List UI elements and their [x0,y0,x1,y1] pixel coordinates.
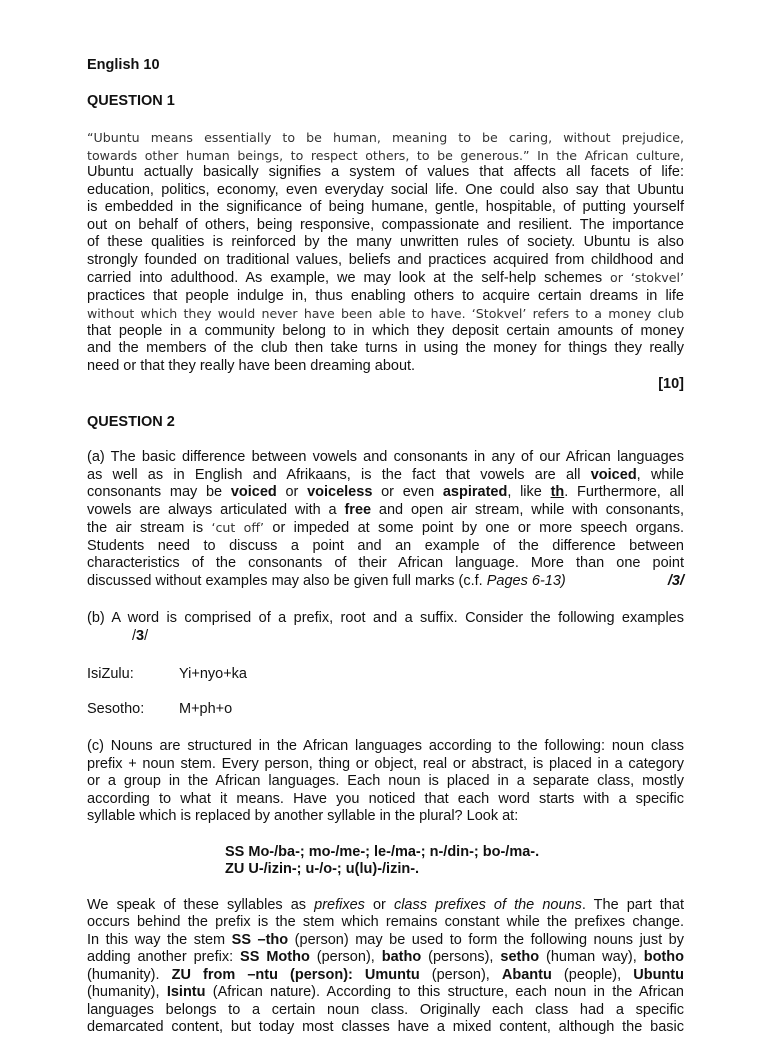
paragraph-line: practices that people indulge in, thus enabling others to acquire certain dreams in life [87,287,684,304]
example-row-sesotho [87,700,684,718]
paragraph-text-soft: ‘cut off’ [211,520,265,535]
paragraph-line: strongly founded on traditional values, beliefs and practices acquired from childhood and [87,251,684,268]
question-1-paragraph [87,129,684,375]
document-page [87,56,684,1037]
question-2a-marks: /3/ [667,572,684,589]
bold-term: batho [381,949,422,965]
paragraph-text: (people), [551,966,634,983]
question-2c-paragraph-2 [87,897,684,1037]
paragraph-line: prefix + noun stem. Every person, thing or object, real or abstract, is placed in a category [87,755,684,772]
paragraph-line: syllable which is replaced by another syllable in the plural? Look at: [87,808,519,824]
paragraph-text: vowels are always articulated with a [87,501,345,518]
bold-term: botho [643,949,684,965]
example-label: Sesotho: [87,701,145,717]
paragraph-line: according to what it means. Have you noticed that each word starts with a specific [87,790,684,807]
paragraph-text: (person), [419,966,502,983]
paragraph-line: out on behalf of others, being responsive, compassionate and resilient. The importance [87,216,684,233]
quote-line: “Ubuntu means essentially to be human, meaning to be caring, without prejudice, [87,130,684,145]
paragraph-text: (humanity), [87,984,167,1000]
bold-term: Ubuntu [633,966,684,983]
paragraph-text: consonants may be [87,484,231,500]
paragraph-line [87,269,684,288]
question-2c-paragraph [87,738,684,826]
zulu-prefixes: ZU U-/izin-; u-/o-; u(lu)-/izin-. [225,861,420,877]
question-2-heading: QUESTION 2 [87,414,175,430]
paragraph-text: . The part that [581,896,684,913]
paragraph-text: or [276,484,308,500]
example-value: M+ph+o [179,701,233,717]
paragraph-text: discussed without examples may also be given full marks [87,572,459,589]
paragraph-text: (African nature). According to this structure, each noun in the African [205,984,684,1000]
course-title: English 10 [87,57,160,73]
example-row-isizulu [87,665,684,683]
italic-term: class prefixes of the nouns [393,896,582,913]
example-label: IsiZulu: [87,666,134,682]
quote-line: towards other human beings, to respect others, to be generous.” In the African culture, [87,147,684,163]
paragraph-text: and open air stream, while with consonants, [371,501,684,518]
bold-term: aspirated [442,484,508,500]
bold-term: Abantu [501,966,552,983]
paragraph-line [87,984,684,1002]
question-1-heading: QUESTION 1 [87,93,175,109]
paragraph-line: of these qualities is reinforced by the many unwritten rules of society. Ubuntu is also [87,234,684,250]
paragraph-line: occurs behind the prefix is the stem which remains constant while the prefixes change. [87,914,684,930]
paragraph-line: (a) The basic difference between vowels and consonants in any of our African languages [87,449,684,465]
bold-term: SS –tho [231,931,289,948]
bold-underlined-term: th [550,484,565,500]
example-value: Yi+nyo+ka [179,666,247,682]
paragraph-text: (humanity). [87,966,172,983]
bold-term: free [344,501,372,518]
paragraph-text: We speak of these syllables as [87,896,315,913]
paragraph-line: (c) Nouns are structured in the African languages according to the following: noun class [87,738,684,754]
paragraph-line [87,519,684,538]
question-2b-paragraph [87,610,684,645]
paragraph-line [87,897,684,915]
bold-term: setho [500,949,540,965]
paragraph-line [87,573,684,591]
sesotho-prefixes: SS Mo-/ba-; mo-/me-; le-/ma-; n-/din-; bo-/ma-. [225,843,540,860]
bold-term: Isintu [166,984,206,1000]
paragraph-text: carried into adulthood. As example, we may look at the self-help schemes [87,270,603,286]
mark-number: 3 [136,627,145,644]
paragraph-line: education, politics, economy, even everyday social life. One could also say that Ubuntu [87,181,684,198]
mark-slash: / [132,627,137,644]
page-reference: Pages 6-13) [486,572,566,589]
paragraph-line [87,502,684,520]
paragraph-text: . Furthermore, all [564,484,685,500]
paragraph-line [87,949,684,967]
paragraph-text: , like [507,484,551,500]
paragraph-text: (person) may be used to form the following nouns just by [288,931,684,948]
paragraph-line: characteristics of the consonants of their African language. More than one point [87,555,684,571]
paragraph-text-soft: or ‘stokvel’ [602,270,685,285]
paragraph-line: need or that they really have been dreaming about. [87,357,416,374]
bold-term: voiced [590,466,637,483]
paragraph-line [87,467,684,485]
mark-slash: / [144,627,149,644]
paragraph-text: , while [636,466,684,483]
paragraph-text: adding another prefix: [87,949,241,965]
paragraph-line: Students need to discuss a point and an example of the difference between [87,537,684,554]
paragraph-text: the air stream is [87,520,212,536]
paragraph-line: that people in a community belong to in which they deposit certain amounts of money [87,322,684,339]
paragraph-line: Ubuntu actually basically signifies a system of values that affects all facets of life: [87,164,684,180]
paragraph-line [87,484,684,502]
paragraph-line: languages belongs to a certain noun class. Originally each class had a specific [87,1001,684,1018]
paragraph-text: (human way), [539,949,644,965]
question-2a-paragraph [87,449,684,590]
paragraph-text: (c.f. [458,572,487,589]
paragraph-text: or impeded at some point by one or more speech organs. [264,520,684,536]
paragraph-text: as well as in English and Afrikaans, is the fact that vowels are all [87,466,591,483]
paragraph-line: without which they would never have been able to have. ‘Stokvel’ refers to a money club [87,306,684,321]
paragraph-line: is embedded in the significance of being humane, gentle, hospitable, of putting yourself [87,199,684,215]
paragraph-line: or a group in the African languages. Each noun is placed in a separate class, mostly [87,773,684,789]
bold-term: voiceless [307,484,373,500]
paragraph-line: (b) A word is comprised of a prefix, root and a suffix. Consider the following examples [87,610,684,626]
paragraph-text: or even [372,484,443,500]
question-2b-marks [87,628,684,646]
paragraph-text: In this way the stem [87,931,232,948]
paragraph-text: or [364,896,394,913]
paragraph-text: (person), [309,949,382,965]
paragraph-line [87,967,684,985]
bold-term: ZU from –ntu (person): Umuntu [171,966,420,983]
paragraph-line: and the members of the club then take turns in using the money for things they really [87,340,684,356]
paragraph-line: demarcated content, but today most classes have a mixed content, although the basic [87,1019,684,1035]
question-1-marks: [10] [658,376,684,392]
bold-term: voiced [230,484,277,500]
paragraph-text: (persons), [421,949,501,965]
paragraph-line [87,932,684,950]
italic-term: prefixes [314,896,365,913]
bold-term: SS Motho [240,949,310,965]
